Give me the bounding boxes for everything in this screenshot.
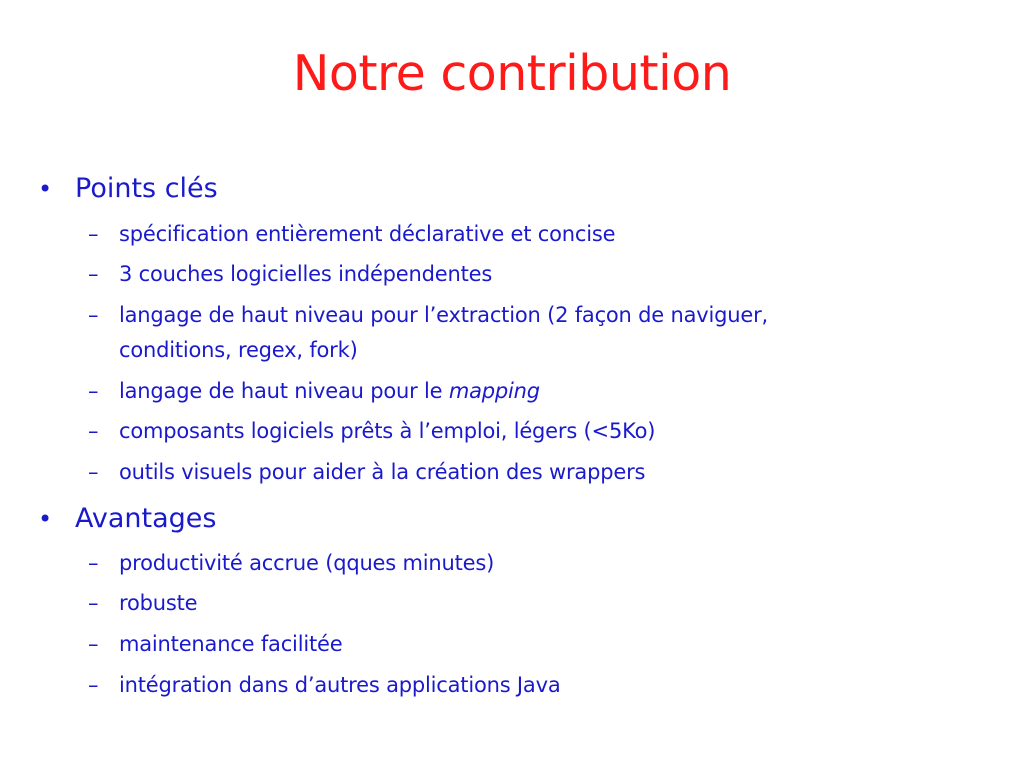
dash-icon: – xyxy=(88,460,99,484)
dash-icon: – xyxy=(88,551,99,575)
list-item: langage de haut niveau pour l’extraction (2 façon de naviguer, xyxy=(119,303,768,327)
slide-title: Notre contribution xyxy=(292,45,732,102)
list-item xyxy=(119,374,540,408)
list-item: maintenance facilitée xyxy=(119,632,343,656)
dash-icon: – xyxy=(88,591,99,615)
dash-icon: – xyxy=(88,222,99,246)
list-item-continuation: conditions, regex, fork) xyxy=(119,338,358,362)
dash-icon: – xyxy=(88,673,99,697)
section-heading-avantages: Avantages xyxy=(75,503,217,534)
dash-icon: – xyxy=(88,419,99,443)
dash-icon: – xyxy=(88,379,99,403)
list-item-text: langage de haut niveau pour le xyxy=(119,379,449,403)
section-heading-points-cles: Points clés xyxy=(75,173,218,204)
list-item: outils visuels pour aider à la création des wrappers xyxy=(119,460,646,484)
list-item: productivité accrue (qques minutes) xyxy=(119,551,495,575)
bullet-icon: • xyxy=(38,505,53,533)
list-item-emphasis: mapping xyxy=(448,379,540,403)
dash-icon: – xyxy=(88,303,99,327)
list-item: robuste xyxy=(119,591,198,615)
bullet-icon: • xyxy=(38,175,53,203)
dash-icon: – xyxy=(88,632,99,656)
dash-icon: – xyxy=(88,262,99,286)
list-item: 3 couches logicielles indépendentes xyxy=(119,262,493,286)
list-item: intégration dans d’autres applications Java xyxy=(119,673,561,697)
list-item: composants logiciels prêts à l’emploi, légers (<5Ko) xyxy=(119,419,656,443)
list-item: spécification entièrement déclarative et concise xyxy=(119,222,616,246)
